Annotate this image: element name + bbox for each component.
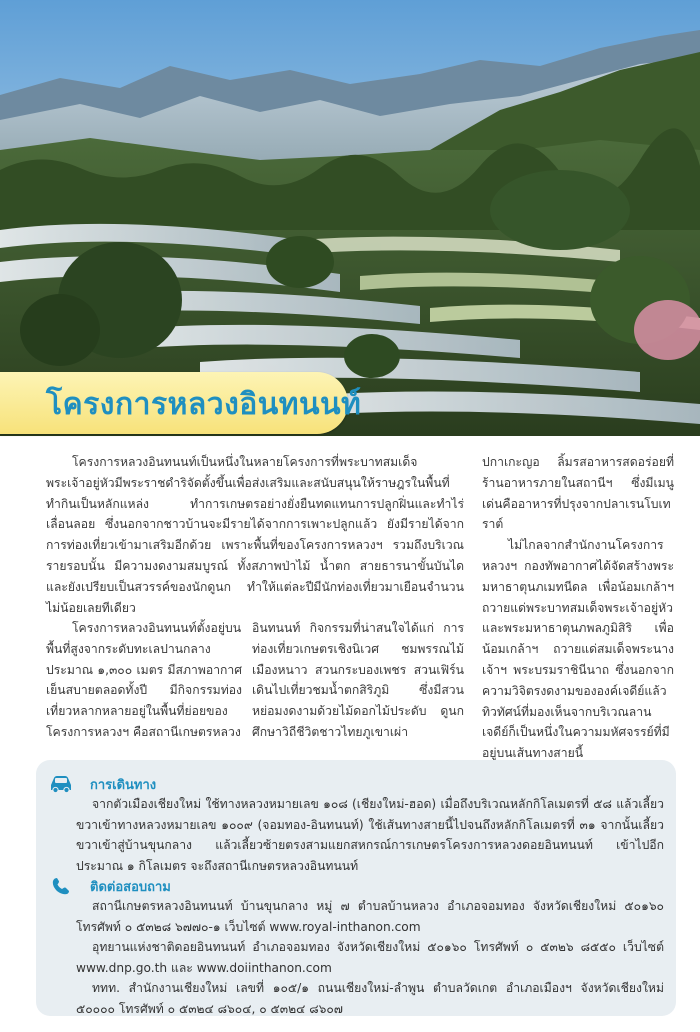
contact-body — [76, 896, 664, 1019]
hero-photo — [0, 0, 700, 436]
car-icon — [48, 774, 74, 794]
mountain-landscape-photo — [0, 0, 700, 436]
column-middle — [252, 618, 464, 743]
contact-line: สถานีเกษตรหลวงอินทนนท์ บ้านขุนกลาง หมู่ ๗ ตำบลบ้านหลวง อำเภอจอมทอง จังหวัดเชียงใหม่ ๕๐๑๖๐ โทรศัพท์ ๐ ๕๓๒๘ ๖๗๗๐-๑ เว็บไซต์ www.royal-inthanon.com — [76, 899, 664, 934]
column-right — [482, 452, 674, 764]
page-title: โครงการหลวงอินทนนท์ — [46, 387, 362, 422]
intro-paragraph: โครงการหลวงอินทนนท์เป็นหนึ่งในหลายโครงการที่พระบาทสมเด็จพระเจ้าอยู่หัวมีพระราชดำริจัดตั้งขึ้นเพื่อส่งเสริมและสนับสนุนให้ราษฎรในพื้นที่ทำกินเป็นหลักแหล่ง ทำการเกษตรอย่างยั่งยืนทดแทนการปลูกฝิ่นและทำไร่เลื่อนลอย ซึ่งนอกจากชาวบ้านจะมีรายได้จากการเพาะปลูกแล้ว ยังมีรายได้จากการท่องเที่ยวเข้ามาเสริมอีกด้วย เพราะพื้นที่ของโครงการหลวงฯ รวมถึงบริเวณรายรอบนั้น มีความงดงามสมบูรณ์ ทั้งสภาพป่าไม้ น้ำตก สายธารนาขั้นบันได และยังเปรียบเป็นสวรรค์ของนักดูนก ทำให้แต่ละปีมีนักท่องเที่ยวมาเยือนจำนวนไม่น้อยเลยทีเดียว — [46, 455, 464, 615]
phone-icon — [48, 876, 74, 896]
travel-body — [76, 794, 664, 876]
contact-line: อุทยานแห่งชาติดอยอินทนนท์ อำเภอจอมทอง จังหวัดเชียงใหม่ ๕๐๑๖๐ โทรศัพท์ ๐ ๕๓๒๖ ๘๕๕๐ เว็บไซต์ www.dnp.go.th และ www.doiinthanon.com — [76, 940, 664, 975]
column-middle-paragraph: อินทนนท์ กิจกรรมที่น่าสนใจได้แก่ การท่องเที่ยวเกษตรเชิงนิเวศ ชมพรรณไม้เมืองหนาว สวนกระบองเพชร สวนเฟิร์น เดินไปเที่ยวชมน้ำตกสิริภูมิ ซึ่งมีสวนหย่อมงดงามด้วยไม้ดอกไม้ประดับ ดูนก ศึกษาวิถีชีวิตชาวไทยภูเขาเผ่า — [252, 621, 464, 739]
column-right-continued-paragraph: ปกาเกะญอ ลิ้มรสอาหารสดอร่อยที่ร้านอาหารภายในสถานีฯ ซึ่งมีเมนูเด่นคืออาหารที่ปรุงจากปลาเรนโบเทราต์ — [482, 455, 674, 532]
column-right-paragraph: ไม่ไกลจากสำนักงานโครงการหลวงฯ กองทัพอากาศได้จัดสร้างพระมหาธาตุนภเมทนีดล เพื่อน้อมเกล้าฯ ถวายแด่พระบาทสมเด็จพระเจ้าอยู่หัว และพระมหาธาตุนภพลภูมิสิริ เพื่อน้อมเกล้าฯ ถวายแด่สมเด็จพระนางเจ้าฯ พระบรมราชินีนาถ ซึ่งนอกจากความวิจิตรงดงามขององค์เจดีย์แล้ว ทิวทัศน์ที่มองเห็นจากบริเวณลานเจดีย์ก็เป็นหนึ่งในความมหัศจรรย์ที่มีอยู่บนเส้นทางสายนี้ — [482, 538, 674, 761]
contact-heading: ติดต่อสอบถาม — [90, 880, 171, 895]
column-left-paragraph: โครงการหลวงอินทนนท์ตั้งอยู่บนพื้นที่สูงจากระดับทะเลปานกลางประมาณ ๑,๓๐๐ เมตร มีสภาพอากาศเย็นสบายตลอดทั้งปี มีกิจกรรมท่องเที่ยวหลากหลายอยู่ในพื้นที่ย่อยของโครงการหลวงฯ คือสถานีเกษตรหลวง — [46, 621, 242, 739]
column-left — [46, 618, 242, 743]
travel-heading: การเดินทาง — [90, 778, 157, 793]
intro-paragraph-block — [46, 452, 464, 618]
info-box — [36, 760, 676, 1016]
contact-line: ททท. สำนักงานเชียงใหม่ เลขที่ ๑๐๕/๑ ถนนเชียงใหม่-ลำพูน ตำบลวัดเกต อำเภอเมืองฯ จังหวัดเชียงใหม่ ๕๐๐๐๐ โทรศัพท์ ๐ ๕๓๒๔ ๘๖๐๔, ๐ ๕๓๒๔ ๘๖๐๗ — [76, 981, 664, 1016]
travel-text: จากตัวเมืองเชียงใหม่ ใช้ทางหลวงหมายเลข ๑๐๘ (เชียงใหม่-ฮอด) เมื่อถึงบริเวณหลักกิโลเมตรที่ ๕๘ แล้วเลี้ยวขวาเข้าทางหลวงหมายเลข ๑๐๐๙ (จอมทอง-อินทนนท์) ใช้เส้นทางสายนี้ไปจนถึงหลักกิโลเมตรที่ ๓๑ จากนั้นเลี้ยวขวาเข้าสู่บ้านขุนกลาง แล้วเลี้ยวซ้ายตรงสามแยกสหกรณ์การเกษตรโครงการหลวงดอยอินทนนท์ เข้าไปอีกประมาณ ๑ กิโลเมตร จะถึงสถานีเกษตรหลวงอินทนนท์ — [76, 797, 664, 873]
title-ribbon — [0, 372, 362, 434]
